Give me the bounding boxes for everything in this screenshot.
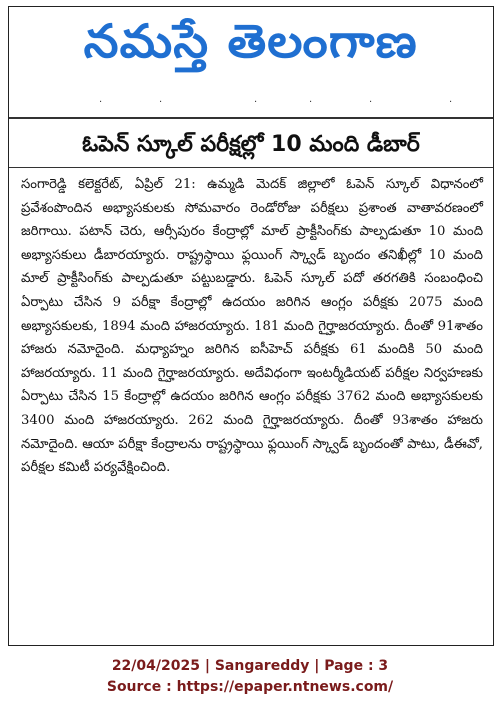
footer-meta: 22/04/2025 | Sangareddy | Page : 3 xyxy=(111,658,389,674)
dateline-mark: · xyxy=(369,97,373,108)
dateline-strip xyxy=(9,93,493,115)
dateline-mark: · xyxy=(99,97,103,108)
dateline-mark: · xyxy=(254,97,258,108)
dateline-mark: · xyxy=(309,97,313,108)
dateline-mark: · xyxy=(159,97,163,108)
masthead-title: నమస్తే తెలంగాణ xyxy=(83,14,419,68)
dateline-mark: · xyxy=(449,97,453,108)
masthead xyxy=(9,7,493,81)
headline-rule xyxy=(9,167,493,168)
clipping-footer xyxy=(0,656,500,698)
article-body: సంగారెడ్డి కలెక్టరేట్, ఏప్రిల్ 21: ఉమ్మడి మెదక్ జిల్లాలో ఓపెన్ స్కూల్ విధానంలో ప్రవేశంపొందిన అభ్యాసకులకు సోమవారం రెండోరోజు పరీక్షలు ప్రశాంత వాతావరణంలో జరిగాయి. పటాన్ చెరు, ఆర్సీపురం కేంద్రాల్లో మాల్ ప్రాక్టీసింగ్‌కు పాల్పడుతూ 10 మంది అభ్యాసకులు డీబారయ్యారు. రాష్ట్రస్థాయి ఫ్లయింగ్ స్క్వాడ్ బృందం తనిఖీల్లో 10 మంది మాల్ ప్రాక్టీసింగ్‌కు పాల్పడుతూ పట్టుబడ్డారు. ఓపెన్ స్కూల్ పదో తరగతికి సంబంధించి ఏర్పాటు చేసిన 9 పరీక్షా కేంద్రాల్లో ఉదయం జరిగిన ఆంగ్లం పరీక్షకు 2075 మంది అభ్యాసకులకు, 1894 మంది హాజరయ్యారు. 181 మంది గైర్హాజరయ్యారు. దీంతో 91శాతం హాజరు నమోదైంది. మధ్యాహ్నం జరిగిన ఐసీహెచ్ పరీక్షకు 61 మందికి 50 మంది హాజరయ్యారు. 11 మంది గైర్హాజరయ్యారు. అదేవిధంగా ఇంటర్మీడియట్ పరీక్షల నిర్వహణకు ఏర్పాటు చేసిన 15 కేంద్రాల్లో ఉదయం జరిగిన ఆంగ్లం పరీక్షకు 3762 మంది అభ్యాసకులకు 3400 మంది హాజరయ్యారు. 262 మంది గైర్హాజరయ్యారు. దీంతో 93శాతం హాజరు నమోదైంది. ఆయా పరీక్షా కేంద్రాలను రాష్ట్రస్థాయి ఫ్లయింగ్ స్క్వాడ్ బృందంతో పాటు, డీఈవో, పరీక్షల కమిటీ పర్యవేక్షించింది. xyxy=(21,177,483,476)
top-rule xyxy=(9,117,493,119)
news-clipping xyxy=(8,6,494,646)
article-headline: ఓపెన్ స్కూల్ పరీక్షల్లో 10 మంది డీబార్ xyxy=(82,132,420,157)
footer-source: Source : https://epaper.ntnews.com/ xyxy=(106,679,394,695)
